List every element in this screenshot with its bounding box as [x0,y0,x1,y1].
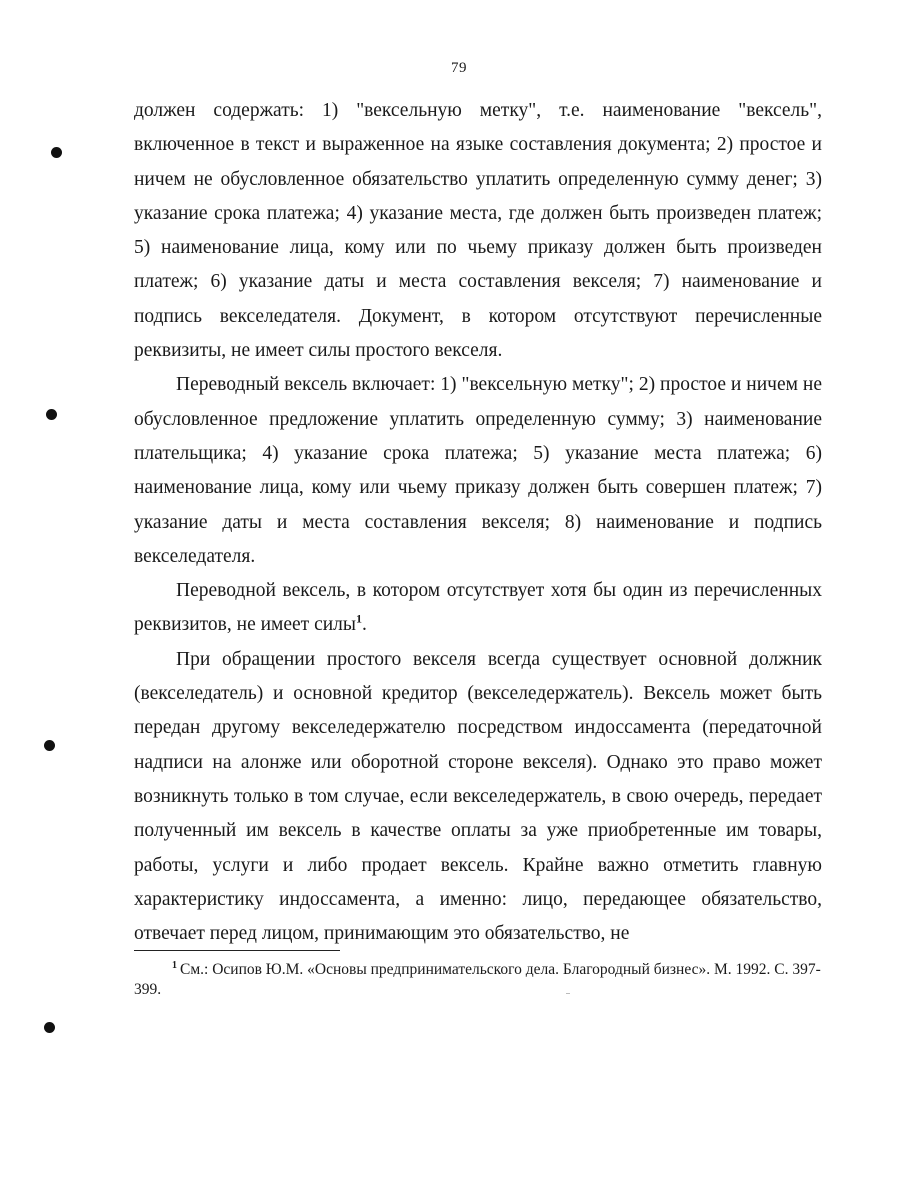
paragraph-3-text: Переводной вексель, в котором отсутствует хотя бы один из перечисленных реквизитов, не имеет силы [134,580,822,636]
punch-hole-mark [44,1022,55,1033]
punch-hole-mark [44,740,55,751]
scan-speck [566,993,570,994]
footnote-text: См.: Осипов Ю.М. «Основы предпринимательского дела. Благородный бизнес». М. 1992. С. 397-399. [134,961,821,998]
paragraph-4: При обращении простого векселя всегда существует основной должник (векселедатель) и основной кредитор (векселедержатель). Вексель может быть передан другому векселедержателю посредством индоссамента (передаточной надписи на алонже или оборотной стороне векселя). Однако это право может возникнуть только в том случае, если векселедержатель, в свою очередь, передает полученный им вексель в качестве оплаты за уже приобретенные им товары, работы, услуги и либо продает вексель. Крайне важно отметить главную характеристику индоссамента, а именно: лицо, передающее обязательство, отвечает перед лицом, принимающим это обязательство, не [134,648,822,945]
paragraph-2: Переводный вексель включает: 1) "вексельную метку"; 2) простое и ничем не обусловленное предложение уплатить определенную сумму; 3) наименование плательщика; 4) указание срока платежа; 5) указание места платежа; 6) наименование лица, кому или чьему приказу должен быть совершен платеж; 7) указание даты и места составления векселя; 8) наименование и подпись векселедателя. [134,374,822,567]
paragraph-3 [134,574,822,643]
paragraph-1: должен содержать: 1) "вексельную метку", т.е. наименование "вексель", включенное в текст и выраженное на языке составления документа; 2) простое и ничем не обусловленное обязательство уплатить определенную сумму денег; 3) указание срока платежа; 4) указание места, где должен быть произведен платеж; 5) наименование лица, кому или по чьему приказу должен быть произведен платеж; 6) указание даты и места составления векселя; 7) наименование и подпись векселедателя. Документ, в котором отсутствуют перечисленные реквизиты, не имеет силы простого векселя. [134,100,822,362]
page-number: 79 [451,60,467,76]
footnote-reference: 1 [356,611,363,626]
footnote-number: 1 [172,959,177,971]
main-text [134,94,822,951]
footnote [134,960,822,1000]
punch-hole-mark [46,409,57,420]
paragraph-3-tail: . [362,614,367,636]
punch-hole-mark [51,147,62,158]
footnote-divider [134,950,340,951]
